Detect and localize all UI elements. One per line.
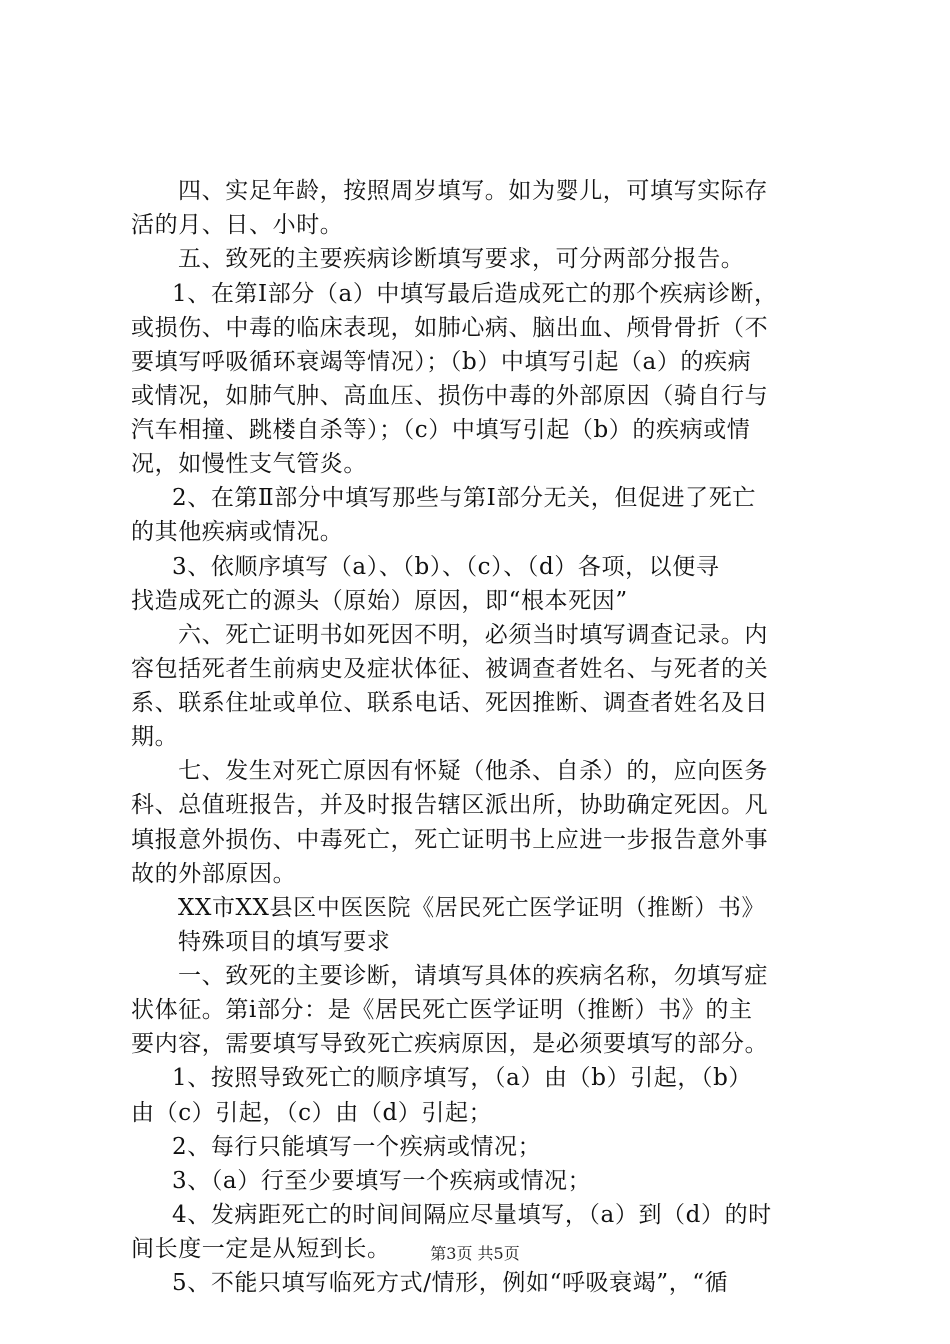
paragraph-line: 七、发生对死亡原因有怀疑（他杀、自杀）的，应向医务 [178, 758, 768, 784]
paragraph-line: 5、不能只填写临死方式/情形，例如“呼吸衰竭”，“循 [172, 1270, 729, 1296]
paragraph-line: 由（c）引起，（c）由（d）引起； [131, 1100, 493, 1126]
paragraph-line: 2、每行只能填写一个疾病或情况； [172, 1134, 542, 1160]
paragraph-line: 四、实足年龄，按照周岁填写。如为婴儿，可填写实际存 [178, 178, 768, 204]
paragraph-line: 或情况，如肺气肿、高血压、损伤中毒的外部原因（骑自行与 [131, 383, 769, 409]
paragraph-line: 系、联系住址或单位、联系电话、死因推断、调查者姓名及日 [131, 690, 769, 716]
paragraph-line: 要内容，需要填写导致死亡疾病原因，是必须要填写的部分。 [131, 1031, 769, 1057]
paragraph-line: 汽车相撞、跳楼自杀等）；（c）中填写引起（b）的疾病或情 [131, 417, 751, 443]
paragraph-line: 活的月、日、小时。 [131, 212, 344, 238]
paragraph-line: 容包括死者生前病史及症状体征、被调查者姓名、与死者的关 [131, 656, 769, 682]
paragraph-line: 五、致死的主要疾病诊断填写要求，可分两部分报告。 [178, 246, 745, 272]
paragraph-line: 1、按照导致死亡的顺序填写，（a）由（b）引起，（b） [172, 1065, 752, 1091]
paragraph-line: 状体征。第i部分：是《居民死亡医学证明（推断）书》的主 [131, 997, 753, 1023]
paragraph-line: 找造成死亡的源头（原始）原因，即“根本死因” [131, 588, 628, 614]
paragraph-line: 3、（a）行至少要填写一个疾病或情况； [172, 1168, 592, 1194]
paragraph-line: 况，如慢性支气管炎。 [131, 451, 367, 477]
paragraph-line: 2、在第Ⅱ部分中填写那些与第Ⅰ部分无关，但促进了死亡 [172, 485, 756, 511]
paragraph-line: 或损伤、中毒的临床表现，如肺心病、脑出血、颅骨骨折（不 [131, 315, 769, 341]
section-title: XX市XX县区中医医院《居民死亡医学证明（推断）书》 [178, 895, 766, 921]
paragraph-line: 要填写呼吸循环衰竭等情况）；（b）中填写引起（a）的疾病 [131, 349, 752, 375]
paragraph-line: 间长度一定是从短到长。 [131, 1236, 391, 1262]
paragraph-line: 的其他疾病或情况。 [131, 519, 344, 545]
paragraph-line: 六、死亡证明书如死因不明，必须当时填写调查记录。内 [178, 622, 768, 648]
paragraph-line: 科、总值班报告，并及时报告辖区派出所，协助确定死因。凡 [131, 792, 769, 818]
section-subtitle: 特殊项目的填写要求 [178, 929, 391, 955]
page-number: 第3页 共5页 [430, 1244, 520, 1263]
paragraph-line: 3、依顺序填写（a）、（b）、（c）、（d）各项，以便寻 [172, 554, 720, 580]
paragraph-line: 4、发病距死亡的时间间隔应尽量填写，（a）到（d）的时 [172, 1202, 772, 1228]
paragraph-line: 填报意外损伤、中毒死亡，死亡证明书上应进一步报告意外事 [131, 827, 769, 853]
paragraph-line: 一、致死的主要诊断，请填写具体的疾病名称，勿填写症 [178, 963, 768, 989]
paragraph-line: 故的外部原因。 [131, 861, 297, 887]
paragraph-line: 1、在第Ⅰ部分（a）中填写最后造成死亡的那个疾病诊断， [172, 281, 778, 307]
paragraph-line: 期。 [131, 724, 179, 750]
